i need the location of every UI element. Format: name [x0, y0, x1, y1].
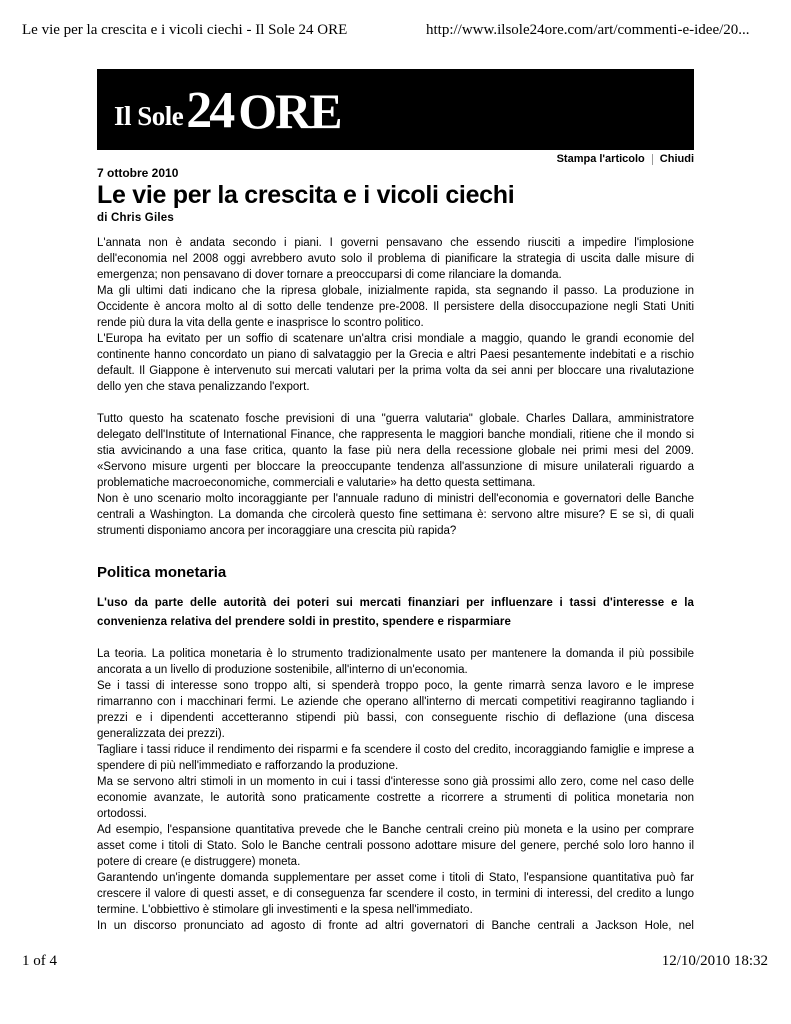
article-tools	[557, 153, 694, 165]
article	[97, 166, 694, 934]
logo-24-text: 24	[186, 82, 233, 139]
section-body	[97, 646, 694, 934]
body-paragraph: L'annata non è andata secondo i piani. I governi pensavano che essendo riusciti a impedire l'implosione dell'economia nel 2008 oggi avrebbero avuto solo il problema di pianificare la strategia di uscita dalle misure di emergenza; non pensavano di dover tornare a preoccuparsi di come rilanciare la domanda.	[97, 237, 694, 281]
print-article-link[interactable]: Stampa l'articolo	[556, 153, 645, 165]
body-paragraph: Tutto questo ha scatenato fosche previsioni di una "guerra valutaria" globale. Charles Dallara, amministratore delegato dell'Institute of International Finance, che rappresenta le maggiori banche mondiali, ritiene che il mondo si stia avvicinando a una fase critica, quanto la fase più nera della recessione globale nei primi mesi del 2009. «Servono misure urgenti per bloccare la preoccupante tendenza all'assunzione di misure unilaterali riguardo a problematiche macroeconomiche, commerciali e valutarie» ha detto questa settimana.	[97, 413, 694, 489]
body-paragraph: La teoria. La politica monetaria è lo strumento tradizionalmente usato per mantenere la domanda il più possibile ancorata a un livello di produzione sostenibile, all'interno di un'economia.	[97, 648, 694, 677]
body-paragraph: Non è uno scenario molto incoraggiante per l'annuale raduno di ministri dell'economia e governatori delle Banche centrali a Washington. La domanda che circolerà questo fine settimana è: servono altre misure? E se sì, di quali strumenti disponiamo ancora per incoraggiare una crescita più rapida?	[97, 493, 694, 537]
print-footer-datetime: 12/10/2010 18:32	[661, 953, 768, 969]
logo-il-sole-text: Il Sole	[114, 101, 184, 131]
body-paragraph: Se i tassi di interesse sono troppo alti, si spenderà troppo poco, la gente rimarrà senza lavoro e le imprese rimarranno con i macchinari fermi. Le aziende che operano all'interno di mercati competitivi reagiranno tagliando i prezzi e i dipendenti accetteranno stipendi più bassi, con conseguente rischio di deflazione (una discesa generalizzata dei prezzi).	[97, 680, 694, 741]
tools-separator	[652, 154, 653, 165]
intro-block-1	[97, 235, 694, 395]
article-title: Le vie per la crescita e i vicoli ciechi	[97, 181, 515, 209]
close-link[interactable]: Chiudi	[659, 153, 694, 165]
il-sole-24-ore-logo[interactable]	[114, 83, 341, 139]
article-date: 7 ottobre 2010	[97, 166, 179, 180]
body-paragraph: Ma gli ultimi dati indicano che la ripresa globale, inizialmente rapida, sta segnando il passo. La produzione in Occidente è ancora molto al di sotto delle tendenze pre-2008. Il persistere della disoccupazione negli Stati Uniti rende più dura la vita della gente e inasprisce lo scontro politico.	[97, 285, 694, 329]
body-paragraph: Tagliare i tassi riduce il rendimento dei risparmi e fa scendere il costo del credito, incoraggiando famiglie e imprese a spendere di più nell'immediato e rafforzando la produzione.	[97, 744, 694, 773]
print-header-url[interactable]: http://www.ilsole24ore.com/art/commenti-e-idee/20...	[426, 22, 750, 38]
body-paragraph: Garantendo un'ingente domanda supplementare per asset come i titoli di Stato, l'espansione quantitativa può far crescere il valore di questi asset, e di conseguenza far scendere il costo, in termini di interessi, del credito a lungo termine. L'obbiettivo è stimolare gli investimenti e la spesa nell'immediato.	[97, 872, 694, 917]
body-paragraph: Ad esempio, l'espansione quantitativa prevede che le Banche centrali creino più moneta e la usino per comprare asset come i titoli di Stato. Solo le Banche centrali possono adottare misure del genere, perché solo loro hanno il potere di creare (e distruggere) moneta.	[97, 824, 694, 869]
print-header-title: Le vie per la crescita e i vicoli ciechi - Il Sole 24 ORE	[22, 22, 348, 38]
body-paragraph: Ma se servono altri stimoli in un momento in cui i tassi d'interesse sono già prossimi allo zero, come nel caso delle economie avanzate, le autorità sono praticamente costrette a ricorrere a strumenti di politica monetaria non ortodossi.	[97, 776, 694, 821]
body-paragraph: In un discorso pronunciato ad agosto di fronte ad altri governatori di Banche centrali a Jackson Hole, nel	[97, 920, 694, 933]
masthead-banner	[97, 69, 694, 150]
section-title: Politica monetaria	[97, 564, 227, 581]
logo-ore-text: ORE	[238, 83, 341, 139]
article-byline: di Chris Giles	[97, 212, 174, 224]
article-body	[97, 235, 694, 539]
intro-block-2	[97, 411, 694, 539]
section-lead: L'uso da parte delle autorità dei poteri sui mercati finanziari per influenzare i tassi d'interesse e la convenienza relativa del prendere soldi in prestito, spendere e risparmiare	[97, 597, 694, 629]
print-footer-page-count: 1 of 4	[22, 953, 57, 969]
body-paragraph: L'Europa ha evitato per un soffio di scatenare un'altra crisi mondiale a maggio, quando le grandi economie del continente hanno concordato un piano di salvataggio per la Grecia e altri Paesi pesantemente indebitati e a rischio default. Il Giappone è intervenuto sui mercati valutari per la prima volta da sei anni per bloccare una rivalutazione dello yen che stava penalizzando l'export.	[97, 333, 694, 393]
section-block	[97, 646, 694, 934]
